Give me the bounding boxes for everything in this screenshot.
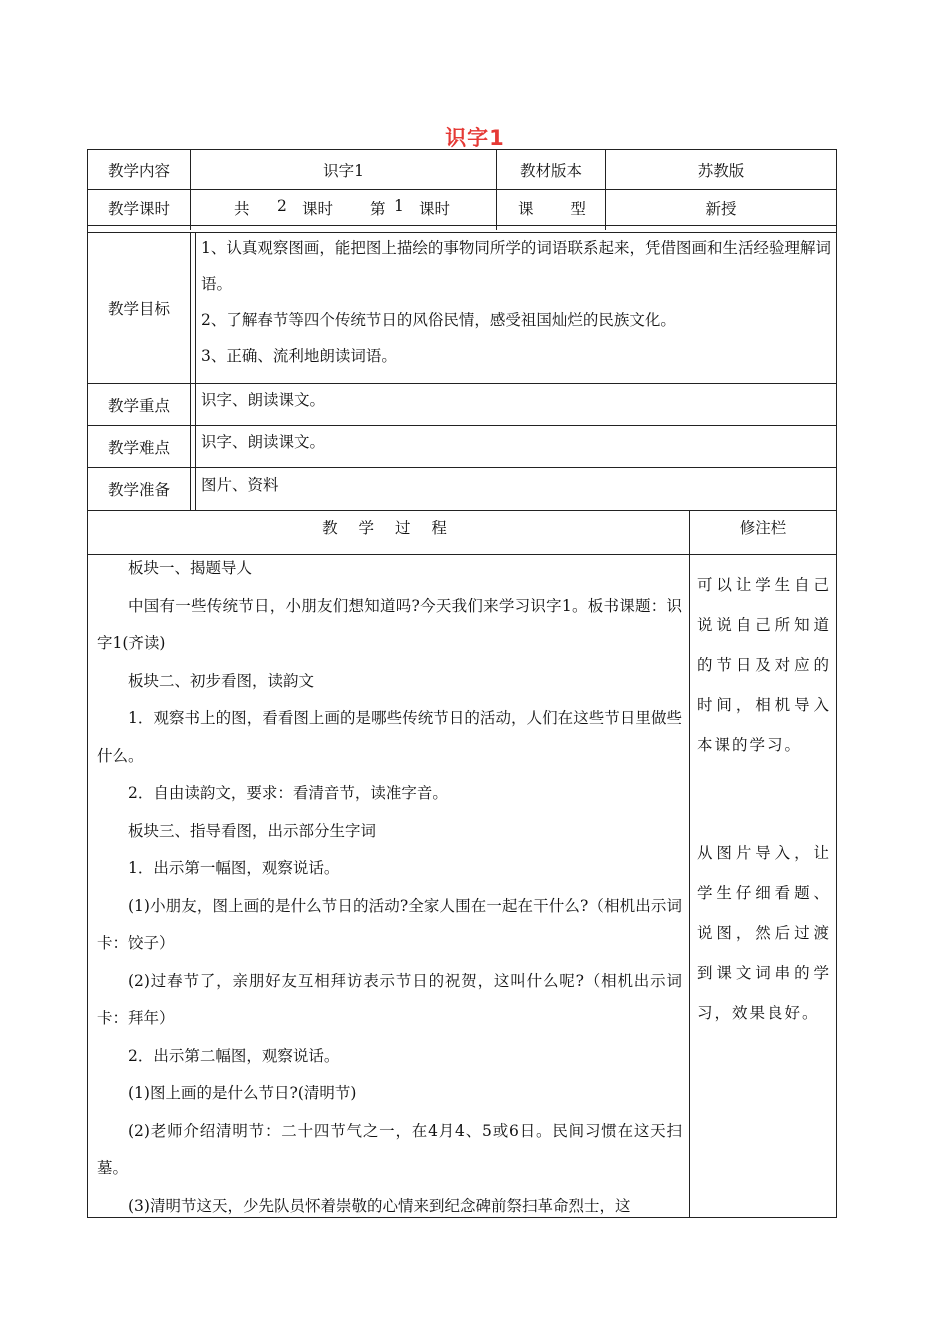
process-paragraph: 中国有一些传统节日，小朋友们想知道吗?今天我们来学习识字1。板书课题：识字1(齐读) bbox=[97, 596, 682, 652]
document-title: 识字1 bbox=[445, 126, 505, 150]
key-points-label: 教学重点 bbox=[107, 396, 170, 415]
type-label: 课 型 bbox=[518, 200, 602, 218]
hours-total-num: 2 bbox=[277, 197, 287, 215]
preparation-label: 教学准备 bbox=[107, 481, 170, 499]
hours-total-suffix: 课时 bbox=[302, 200, 334, 218]
process-paragraph: (2)老师介绍清明节：二十四节气之一，在4月4、5或6日。民间习惯在这天扫墓。 bbox=[97, 1121, 682, 1177]
goal-item: 1、认真观察图画，能把图上描绘的事物同所学的词语联系起来，凭借图画和生活经验理解词语。 bbox=[201, 239, 831, 293]
type-value: 新授 bbox=[705, 199, 737, 218]
goals-list bbox=[201, 230, 831, 374]
goals-label: 教学目标 bbox=[107, 300, 170, 318]
process-paragraph: 板块一、揭题导人 bbox=[128, 559, 253, 577]
hours-current-prefix: 第 bbox=[370, 200, 386, 218]
goal-item: 3、正确、流利地朗读词语。 bbox=[201, 347, 397, 365]
notes-header: 修注栏 bbox=[739, 519, 787, 537]
process-paragraph: (1)小朋友，图上画的是什么节日的活动?全家人围在一起在干什么?（相机出示词卡：饺子） bbox=[97, 896, 682, 952]
process-header: 教 学 过 程 bbox=[322, 519, 455, 537]
process-body bbox=[97, 550, 682, 1225]
difficulties-label: 教学难点 bbox=[107, 438, 170, 457]
content-label: 教学内容 bbox=[107, 161, 170, 180]
key-points-value: 识字、朗读课文。 bbox=[201, 391, 326, 409]
hours-total-prefix: 共 bbox=[234, 200, 250, 218]
content-value: 识字1 bbox=[323, 161, 364, 180]
hours-current-num: 1 bbox=[394, 197, 404, 215]
difficulties-value: 识字、朗读课文。 bbox=[201, 433, 326, 451]
hours-current-suffix: 课时 bbox=[419, 200, 451, 218]
note-text: 从图片导入，让学生仔细看题、说图，然后过渡到课文词串的学习，效果良好。 bbox=[697, 844, 831, 1022]
note-text: 可以让学生自己说说自己所知道的节日及对应的时间，相机导入本课的学习。 bbox=[697, 576, 831, 754]
process-paragraph: 1．观察书上的图，看看图上画的是哪些传统节日的活动，人们在这些节日里做些什么。 bbox=[97, 709, 682, 765]
column-divider bbox=[195, 232, 196, 510]
edition-value: 苏教版 bbox=[697, 161, 745, 180]
process-paragraph: 2．出示第二幅图，观察说话。 bbox=[128, 1046, 340, 1065]
process-paragraph: 板块二、初步看图，读韵文 bbox=[128, 671, 315, 690]
hours-label: 教学课时 bbox=[107, 199, 170, 218]
process-paragraph: 板块三、指导看图，出示部分生字词 bbox=[128, 821, 377, 840]
process-paragraph: 1．出示第一幅图，观察说话。 bbox=[128, 859, 340, 877]
column-divider bbox=[689, 510, 690, 1218]
preparation-value: 图片、资料 bbox=[201, 476, 279, 494]
teacher-note bbox=[697, 833, 831, 1033]
process-paragraph: 2．自由读韵文，要求：看清音节，读准字音。 bbox=[128, 784, 448, 802]
row-divider bbox=[87, 225, 837, 226]
column-divider bbox=[190, 232, 191, 510]
edition-label: 教材版本 bbox=[519, 161, 582, 180]
teacher-note bbox=[697, 565, 831, 765]
process-paragraph: (1)图上画的是什么节日?(清明节) bbox=[128, 1084, 357, 1102]
process-paragraph: (3)清明节这天，少先队员怀着崇敬的心情来到纪念碑前祭扫革命烈士，这 bbox=[128, 1196, 631, 1215]
process-paragraph: (2)过春节了，亲朋好友互相拜访表示节日的祝贺，这叫什么呢?（相机出示词卡：拜年） bbox=[97, 971, 682, 1027]
goal-item: 2、了解春节等四个传统节日的风俗民情，感受祖国灿烂的民族文化。 bbox=[201, 311, 676, 329]
